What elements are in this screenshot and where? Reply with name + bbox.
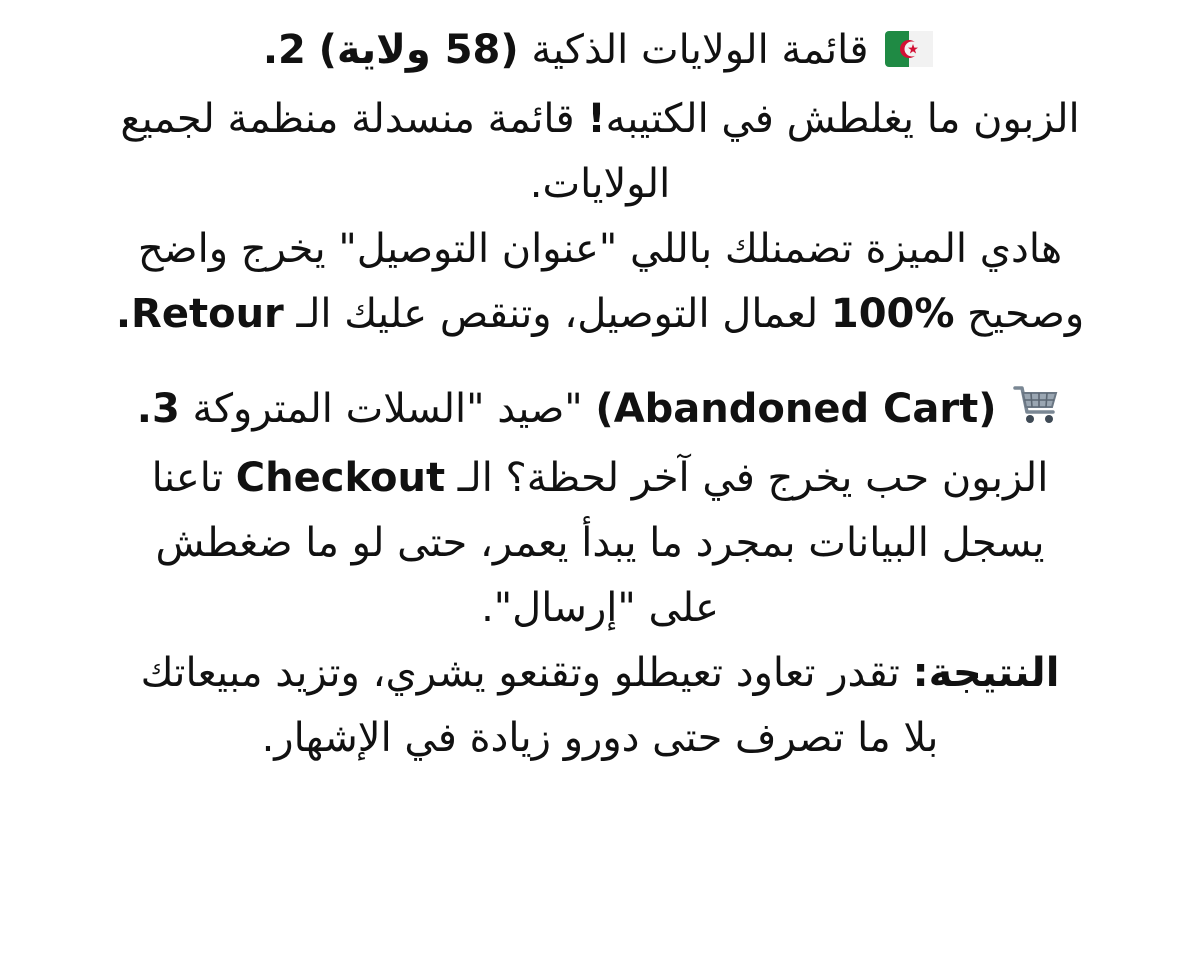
section-smart-states-list bbox=[10, 18, 1190, 347]
section2-heading-number: 2. bbox=[262, 27, 306, 73]
section2-line-1-a: الزبون ما يغلطش في الكتيبه bbox=[605, 96, 1080, 142]
section2-line-1-c: قائمة منسدلة منظمة لجميع bbox=[120, 96, 588, 142]
section3-line-5: بلا ما تصرف حتى دورو زيادة في الإشهار. bbox=[261, 715, 939, 761]
section3-line-1-c: تاعنا bbox=[151, 455, 236, 501]
section3-heading-number: 3. bbox=[136, 386, 180, 432]
section3-line-3: على "إرسال". bbox=[481, 585, 719, 631]
section2-heading bbox=[10, 18, 1190, 87]
section2-line-1 bbox=[10, 87, 1190, 152]
algeria-flag-icon bbox=[885, 22, 933, 87]
section2-heading-count: (58 ولاية) bbox=[318, 27, 519, 73]
section3-line-4 bbox=[10, 641, 1190, 706]
section2-line-4-period: . bbox=[115, 291, 132, 337]
section3-line-4-b: تقدر تعاود تعيطلو وتقنعو يشري، وتزيد مبيعاتك bbox=[140, 650, 913, 696]
section2-line-4-percent: 100% bbox=[830, 291, 955, 337]
section3-line-4-result-label: النتيجة: bbox=[912, 650, 1060, 696]
section3-line-1-a: الزبون حب يخرج في آخر لحظة؟ الـ bbox=[445, 455, 1049, 501]
section3-heading-latin: (Abandoned Cart) bbox=[595, 386, 997, 432]
section3-line-1 bbox=[10, 446, 1190, 511]
section3-line-2: يسجل البيانات بمجرد ما يبدأ يعمر، حتى لو ما ضغطش bbox=[155, 520, 1045, 566]
section2-line-1-exclaim: ! bbox=[587, 96, 606, 142]
section3-heading-arabic: "صيد "السلات المتروكة bbox=[192, 386, 583, 432]
section3-line-1-checkout: Checkout bbox=[235, 455, 446, 501]
section2-line-4-c: لعمال التوصيل، وتنقص عليك الـ bbox=[283, 291, 831, 337]
section3-heading bbox=[10, 377, 1190, 446]
section2-line-2: الولايات. bbox=[529, 161, 671, 207]
shopping-cart-icon bbox=[1013, 381, 1059, 446]
section2-line-4-a: وصحيح bbox=[954, 291, 1085, 337]
section2-line-4-retour: Retour bbox=[131, 291, 284, 337]
section-abandoned-cart bbox=[10, 377, 1190, 771]
section2-heading-text: قائمة الولايات الذكية bbox=[531, 27, 869, 73]
section2-line-3: هادي الميزة تضمنلك باللي "عنوان التوصيل" يخرج واضح bbox=[137, 226, 1063, 272]
section2-line-4 bbox=[10, 282, 1190, 347]
